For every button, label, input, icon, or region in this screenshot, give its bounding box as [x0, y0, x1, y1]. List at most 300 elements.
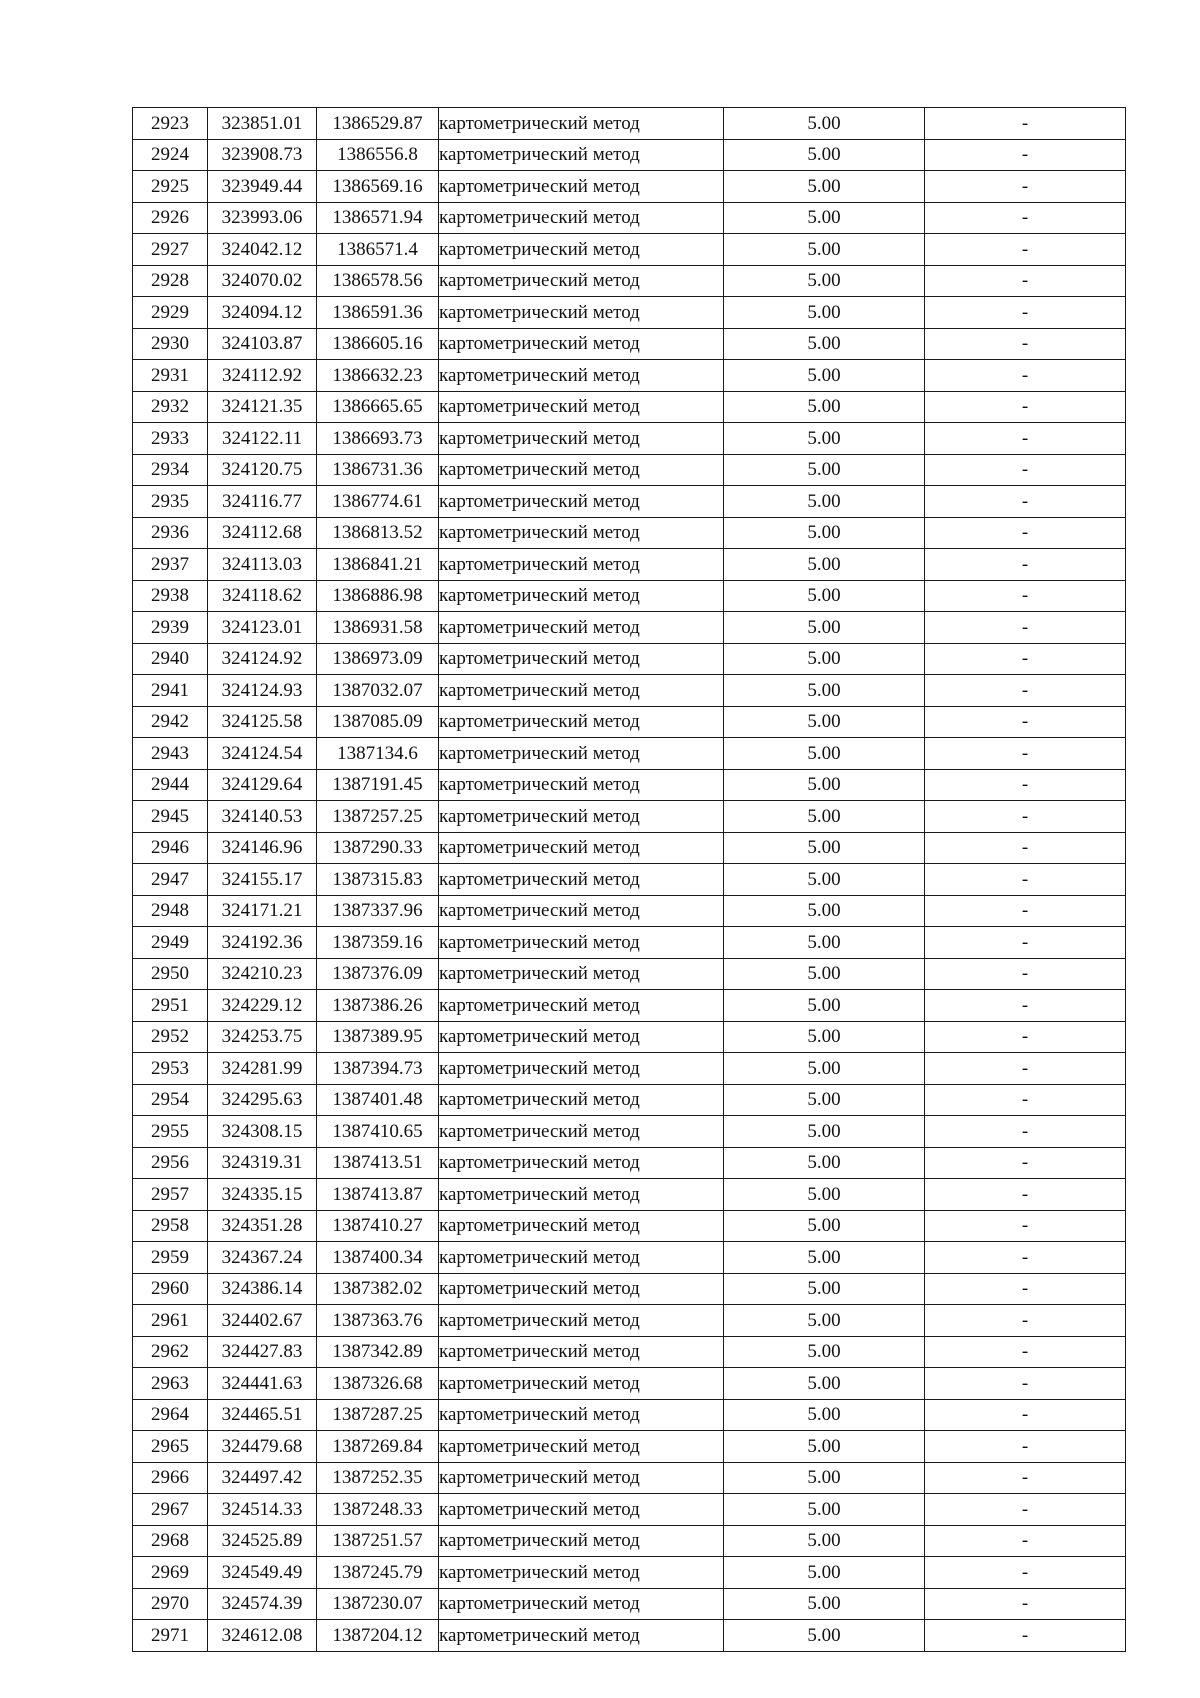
- y-coordinate-cell: 1387363.76: [317, 1305, 439, 1337]
- note-cell: -: [925, 1210, 1126, 1242]
- x-coordinate-cell: 324116.77: [208, 486, 317, 518]
- y-coordinate-cell: 1387342.89: [317, 1336, 439, 1368]
- method-cell: картометрический метод: [439, 927, 724, 959]
- accuracy-cell: 5.00: [724, 328, 925, 360]
- note-cell: -: [925, 1242, 1126, 1274]
- method-cell: картометрический метод: [439, 1116, 724, 1148]
- table-row: [133, 643, 1126, 675]
- note-cell: -: [925, 423, 1126, 455]
- y-coordinate-cell: 1386813.52: [317, 517, 439, 549]
- point-number-cell: 2967: [133, 1494, 208, 1526]
- accuracy-cell: 5.00: [724, 1053, 925, 1085]
- accuracy-cell: 5.00: [724, 360, 925, 392]
- method-cell: картометрический метод: [439, 738, 724, 770]
- x-coordinate-cell: 324118.62: [208, 580, 317, 612]
- x-coordinate-cell: 324112.92: [208, 360, 317, 392]
- note-cell: -: [925, 486, 1126, 518]
- accuracy-cell: 5.00: [724, 1588, 925, 1620]
- y-coordinate-cell: 1387386.26: [317, 990, 439, 1022]
- x-coordinate-cell: 324140.53: [208, 801, 317, 833]
- method-cell: картометрический метод: [439, 1273, 724, 1305]
- x-coordinate-cell: 324497.42: [208, 1462, 317, 1494]
- x-coordinate-cell: 324192.36: [208, 927, 317, 959]
- point-number-cell: 2943: [133, 738, 208, 770]
- note-cell: -: [925, 738, 1126, 770]
- table-row: [133, 297, 1126, 329]
- point-number-cell: 2932: [133, 391, 208, 423]
- method-cell: картометрический метод: [439, 958, 724, 990]
- table-row: [133, 171, 1126, 203]
- y-coordinate-cell: 1387245.79: [317, 1557, 439, 1589]
- x-coordinate-cell: 324146.96: [208, 832, 317, 864]
- y-coordinate-cell: 1387287.25: [317, 1399, 439, 1431]
- table-row: [133, 391, 1126, 423]
- accuracy-cell: 5.00: [724, 202, 925, 234]
- y-coordinate-cell: 1386774.61: [317, 486, 439, 518]
- x-coordinate-cell: 324295.63: [208, 1084, 317, 1116]
- point-number-cell: 2940: [133, 643, 208, 675]
- y-coordinate-cell: 1386632.23: [317, 360, 439, 392]
- accuracy-cell: 5.00: [724, 1368, 925, 1400]
- accuracy-cell: 5.00: [724, 1525, 925, 1557]
- x-coordinate-cell: 324427.83: [208, 1336, 317, 1368]
- note-cell: -: [925, 1494, 1126, 1526]
- x-coordinate-cell: 324113.03: [208, 549, 317, 581]
- accuracy-cell: 5.00: [724, 958, 925, 990]
- y-coordinate-cell: 1386571.94: [317, 202, 439, 234]
- y-coordinate-cell: 1387257.25: [317, 801, 439, 833]
- table-row: [133, 549, 1126, 581]
- x-coordinate-cell: 324070.02: [208, 265, 317, 297]
- x-coordinate-cell: 324514.33: [208, 1494, 317, 1526]
- table-row: [133, 675, 1126, 707]
- x-coordinate-cell: 324574.39: [208, 1588, 317, 1620]
- x-coordinate-cell: 324124.54: [208, 738, 317, 770]
- table-row: [133, 864, 1126, 896]
- x-coordinate-cell: 324319.31: [208, 1147, 317, 1179]
- accuracy-cell: 5.00: [724, 517, 925, 549]
- note-cell: -: [925, 990, 1126, 1022]
- x-coordinate-cell: 323908.73: [208, 139, 317, 171]
- method-cell: картометрический метод: [439, 1021, 724, 1053]
- point-number-cell: 2960: [133, 1273, 208, 1305]
- method-cell: картометрический метод: [439, 328, 724, 360]
- table-row: [133, 580, 1126, 612]
- accuracy-cell: 5.00: [724, 265, 925, 297]
- method-cell: картометрический метод: [439, 549, 724, 581]
- point-number-cell: 2964: [133, 1399, 208, 1431]
- point-number-cell: 2945: [133, 801, 208, 833]
- x-coordinate-cell: 324525.89: [208, 1525, 317, 1557]
- table-row: [133, 1557, 1126, 1589]
- y-coordinate-cell: 1387401.48: [317, 1084, 439, 1116]
- accuracy-cell: 5.00: [724, 1273, 925, 1305]
- table-row: [133, 1399, 1126, 1431]
- note-cell: -: [925, 1620, 1126, 1652]
- table-row: [133, 360, 1126, 392]
- point-number-cell: 2956: [133, 1147, 208, 1179]
- y-coordinate-cell: 1386931.58: [317, 612, 439, 644]
- table-row: [133, 1620, 1126, 1652]
- note-cell: -: [925, 265, 1126, 297]
- y-coordinate-cell: 1387191.45: [317, 769, 439, 801]
- point-number-cell: 2937: [133, 549, 208, 581]
- accuracy-cell: 5.00: [724, 234, 925, 266]
- y-coordinate-cell: 1387269.84: [317, 1431, 439, 1463]
- accuracy-cell: 5.00: [724, 1242, 925, 1274]
- point-number-cell: 2955: [133, 1116, 208, 1148]
- y-coordinate-cell: 1386841.21: [317, 549, 439, 581]
- y-coordinate-cell: 1386605.16: [317, 328, 439, 360]
- method-cell: картометрический метод: [439, 895, 724, 927]
- method-cell: картометрический метод: [439, 612, 724, 644]
- accuracy-cell: 5.00: [724, 832, 925, 864]
- table-row: [133, 1431, 1126, 1463]
- note-cell: -: [925, 675, 1126, 707]
- point-number-cell: 2961: [133, 1305, 208, 1337]
- method-cell: картометрический метод: [439, 832, 724, 864]
- point-number-cell: 2928: [133, 265, 208, 297]
- table-row: [133, 1525, 1126, 1557]
- x-coordinate-cell: 324386.14: [208, 1273, 317, 1305]
- note-cell: -: [925, 549, 1126, 581]
- accuracy-cell: 5.00: [724, 1147, 925, 1179]
- point-number-cell: 2962: [133, 1336, 208, 1368]
- point-number-cell: 2938: [133, 580, 208, 612]
- x-coordinate-cell: 324549.49: [208, 1557, 317, 1589]
- method-cell: картометрический метод: [439, 108, 724, 140]
- note-cell: -: [925, 1084, 1126, 1116]
- y-coordinate-cell: 1387326.68: [317, 1368, 439, 1400]
- note-cell: -: [925, 139, 1126, 171]
- table-row: [133, 801, 1126, 833]
- y-coordinate-cell: 1387032.07: [317, 675, 439, 707]
- note-cell: -: [925, 1116, 1126, 1148]
- table-row: [133, 1084, 1126, 1116]
- note-cell: -: [925, 895, 1126, 927]
- accuracy-cell: 5.00: [724, 1557, 925, 1589]
- note-cell: -: [925, 1557, 1126, 1589]
- accuracy-cell: 5.00: [724, 738, 925, 770]
- accuracy-cell: 5.00: [724, 675, 925, 707]
- y-coordinate-cell: 1387376.09: [317, 958, 439, 990]
- method-cell: картометрический метод: [439, 990, 724, 1022]
- x-coordinate-cell: 324612.08: [208, 1620, 317, 1652]
- point-number-cell: 2926: [133, 202, 208, 234]
- note-cell: -: [925, 1336, 1126, 1368]
- point-number-cell: 2952: [133, 1021, 208, 1053]
- point-number-cell: 2927: [133, 234, 208, 266]
- method-cell: картометрический метод: [439, 1053, 724, 1085]
- x-coordinate-cell: 324124.92: [208, 643, 317, 675]
- accuracy-cell: 5.00: [724, 927, 925, 959]
- method-cell: картометрический метод: [439, 1336, 724, 1368]
- method-cell: картометрический метод: [439, 801, 724, 833]
- y-coordinate-cell: 1387413.87: [317, 1179, 439, 1211]
- table-row: [133, 958, 1126, 990]
- note-cell: -: [925, 454, 1126, 486]
- x-coordinate-cell: 324335.15: [208, 1179, 317, 1211]
- table-row: [133, 1053, 1126, 1085]
- point-number-cell: 2931: [133, 360, 208, 392]
- method-cell: картометрический метод: [439, 265, 724, 297]
- point-number-cell: 2934: [133, 454, 208, 486]
- note-cell: -: [925, 1588, 1126, 1620]
- point-number-cell: 2958: [133, 1210, 208, 1242]
- point-number-cell: 2950: [133, 958, 208, 990]
- method-cell: картометрический метод: [439, 1305, 724, 1337]
- x-coordinate-cell: 324094.12: [208, 297, 317, 329]
- accuracy-cell: 5.00: [724, 1305, 925, 1337]
- x-coordinate-cell: 324229.12: [208, 990, 317, 1022]
- method-cell: картометрический метод: [439, 234, 724, 266]
- coordinates-table-body: [133, 108, 1126, 1652]
- table-row: [133, 108, 1126, 140]
- point-number-cell: 2935: [133, 486, 208, 518]
- y-coordinate-cell: 1386591.36: [317, 297, 439, 329]
- accuracy-cell: 5.00: [724, 1399, 925, 1431]
- table-row: [133, 139, 1126, 171]
- x-coordinate-cell: 324124.93: [208, 675, 317, 707]
- accuracy-cell: 5.00: [724, 1084, 925, 1116]
- table-row: [133, 1336, 1126, 1368]
- note-cell: -: [925, 864, 1126, 896]
- y-coordinate-cell: 1387382.02: [317, 1273, 439, 1305]
- method-cell: картометрический метод: [439, 864, 724, 896]
- accuracy-cell: 5.00: [724, 1021, 925, 1053]
- accuracy-cell: 5.00: [724, 1336, 925, 1368]
- accuracy-cell: 5.00: [724, 423, 925, 455]
- point-number-cell: 2923: [133, 108, 208, 140]
- method-cell: картометрический метод: [439, 769, 724, 801]
- y-coordinate-cell: 1387230.07: [317, 1588, 439, 1620]
- accuracy-cell: 5.00: [724, 801, 925, 833]
- x-coordinate-cell: 323993.06: [208, 202, 317, 234]
- x-coordinate-cell: 324155.17: [208, 864, 317, 896]
- accuracy-cell: 5.00: [724, 1620, 925, 1652]
- table-row: [133, 769, 1126, 801]
- y-coordinate-cell: 1387248.33: [317, 1494, 439, 1526]
- note-cell: -: [925, 1368, 1126, 1400]
- accuracy-cell: 5.00: [724, 895, 925, 927]
- accuracy-cell: 5.00: [724, 108, 925, 140]
- table-row: [133, 1273, 1126, 1305]
- table-row: [133, 1116, 1126, 1148]
- table-row: [133, 1494, 1126, 1526]
- method-cell: картометрический метод: [439, 202, 724, 234]
- y-coordinate-cell: 1386665.65: [317, 391, 439, 423]
- note-cell: -: [925, 706, 1126, 738]
- table-row: [133, 1147, 1126, 1179]
- y-coordinate-cell: 1387400.34: [317, 1242, 439, 1274]
- table-row: [133, 423, 1126, 455]
- point-number-cell: 2963: [133, 1368, 208, 1400]
- accuracy-cell: 5.00: [724, 864, 925, 896]
- note-cell: -: [925, 1021, 1126, 1053]
- method-cell: картометрический метод: [439, 1494, 724, 1526]
- accuracy-cell: 5.00: [724, 1210, 925, 1242]
- y-coordinate-cell: 1387389.95: [317, 1021, 439, 1053]
- point-number-cell: 2944: [133, 769, 208, 801]
- method-cell: картометрический метод: [439, 1431, 724, 1463]
- point-number-cell: 2957: [133, 1179, 208, 1211]
- note-cell: -: [925, 1179, 1126, 1211]
- method-cell: картометрический метод: [439, 423, 724, 455]
- x-coordinate-cell: 324308.15: [208, 1116, 317, 1148]
- x-coordinate-cell: 324125.58: [208, 706, 317, 738]
- note-cell: -: [925, 1273, 1126, 1305]
- method-cell: картометрический метод: [439, 1179, 724, 1211]
- note-cell: -: [925, 1431, 1126, 1463]
- y-coordinate-cell: 1387134.6: [317, 738, 439, 770]
- point-number-cell: 2930: [133, 328, 208, 360]
- x-coordinate-cell: 324367.24: [208, 1242, 317, 1274]
- x-coordinate-cell: 324042.12: [208, 234, 317, 266]
- x-coordinate-cell: 323949.44: [208, 171, 317, 203]
- point-number-cell: 2959: [133, 1242, 208, 1274]
- method-cell: картометрический метод: [439, 360, 724, 392]
- x-coordinate-cell: 324103.87: [208, 328, 317, 360]
- y-coordinate-cell: 1386578.56: [317, 265, 439, 297]
- table-row: [133, 990, 1126, 1022]
- point-number-cell: 2965: [133, 1431, 208, 1463]
- point-number-cell: 2966: [133, 1462, 208, 1494]
- method-cell: картометрический метод: [439, 139, 724, 171]
- note-cell: -: [925, 297, 1126, 329]
- point-number-cell: 2933: [133, 423, 208, 455]
- accuracy-cell: 5.00: [724, 297, 925, 329]
- note-cell: -: [925, 1462, 1126, 1494]
- y-coordinate-cell: 1387410.27: [317, 1210, 439, 1242]
- method-cell: картометрический метод: [439, 454, 724, 486]
- method-cell: картометрический метод: [439, 580, 724, 612]
- method-cell: картометрический метод: [439, 1588, 724, 1620]
- table-row: [133, 328, 1126, 360]
- note-cell: -: [925, 202, 1126, 234]
- accuracy-cell: 5.00: [724, 391, 925, 423]
- y-coordinate-cell: 1387337.96: [317, 895, 439, 927]
- accuracy-cell: 5.00: [724, 171, 925, 203]
- accuracy-cell: 5.00: [724, 706, 925, 738]
- y-coordinate-cell: 1387085.09: [317, 706, 439, 738]
- x-coordinate-cell: 324281.99: [208, 1053, 317, 1085]
- x-coordinate-cell: 324122.11: [208, 423, 317, 455]
- y-coordinate-cell: 1387251.57: [317, 1525, 439, 1557]
- table-row: [133, 612, 1126, 644]
- y-coordinate-cell: 1387204.12: [317, 1620, 439, 1652]
- table-row: [133, 1242, 1126, 1274]
- method-cell: картометрический метод: [439, 706, 724, 738]
- y-coordinate-cell: 1387410.65: [317, 1116, 439, 1148]
- accuracy-cell: 5.00: [724, 139, 925, 171]
- x-coordinate-cell: 324120.75: [208, 454, 317, 486]
- point-number-cell: 2970: [133, 1588, 208, 1620]
- accuracy-cell: 5.00: [724, 454, 925, 486]
- accuracy-cell: 5.00: [724, 486, 925, 518]
- note-cell: -: [925, 108, 1126, 140]
- point-number-cell: 2946: [133, 832, 208, 864]
- accuracy-cell: 5.00: [724, 990, 925, 1022]
- method-cell: картометрический метод: [439, 517, 724, 549]
- y-coordinate-cell: 1387290.33: [317, 832, 439, 864]
- point-number-cell: 2939: [133, 612, 208, 644]
- note-cell: -: [925, 927, 1126, 959]
- table-row: [133, 1368, 1126, 1400]
- accuracy-cell: 5.00: [724, 1462, 925, 1494]
- y-coordinate-cell: 1386973.09: [317, 643, 439, 675]
- x-coordinate-cell: 324123.01: [208, 612, 317, 644]
- table-row: [133, 832, 1126, 864]
- method-cell: картометрический метод: [439, 1399, 724, 1431]
- y-coordinate-cell: 1387252.35: [317, 1462, 439, 1494]
- table-row: [133, 1021, 1126, 1053]
- table-row: [133, 738, 1126, 770]
- accuracy-cell: 5.00: [724, 1116, 925, 1148]
- x-coordinate-cell: 324479.68: [208, 1431, 317, 1463]
- note-cell: -: [925, 958, 1126, 990]
- note-cell: -: [925, 612, 1126, 644]
- table-row: [133, 234, 1126, 266]
- method-cell: картометрический метод: [439, 1525, 724, 1557]
- accuracy-cell: 5.00: [724, 1494, 925, 1526]
- table-row: [133, 895, 1126, 927]
- x-coordinate-cell: 324465.51: [208, 1399, 317, 1431]
- method-cell: картометрический метод: [439, 1242, 724, 1274]
- y-coordinate-cell: 1386556.8: [317, 139, 439, 171]
- y-coordinate-cell: 1387359.16: [317, 927, 439, 959]
- x-coordinate-cell: 324402.67: [208, 1305, 317, 1337]
- x-coordinate-cell: 323851.01: [208, 108, 317, 140]
- note-cell: -: [925, 171, 1126, 203]
- method-cell: картометрический метод: [439, 643, 724, 675]
- note-cell: -: [925, 580, 1126, 612]
- x-coordinate-cell: 324171.21: [208, 895, 317, 927]
- x-coordinate-cell: 324210.23: [208, 958, 317, 990]
- point-number-cell: 2971: [133, 1620, 208, 1652]
- method-cell: картометрический метод: [439, 1210, 724, 1242]
- accuracy-cell: 5.00: [724, 580, 925, 612]
- note-cell: -: [925, 360, 1126, 392]
- table-row: [133, 486, 1126, 518]
- y-coordinate-cell: 1387394.73: [317, 1053, 439, 1085]
- point-number-cell: 2936: [133, 517, 208, 549]
- table-row: [133, 706, 1126, 738]
- x-coordinate-cell: 324112.68: [208, 517, 317, 549]
- table-row: [133, 1210, 1126, 1242]
- table-row: [133, 517, 1126, 549]
- method-cell: картометрический метод: [439, 486, 724, 518]
- note-cell: -: [925, 391, 1126, 423]
- accuracy-cell: 5.00: [724, 769, 925, 801]
- y-coordinate-cell: 1386886.98: [317, 580, 439, 612]
- method-cell: картометрический метод: [439, 171, 724, 203]
- table-row: [133, 1588, 1126, 1620]
- method-cell: картометрический метод: [439, 391, 724, 423]
- table-row: [133, 265, 1126, 297]
- y-coordinate-cell: 1386569.16: [317, 171, 439, 203]
- note-cell: -: [925, 1399, 1126, 1431]
- table-row: [133, 1179, 1126, 1211]
- table-row: [133, 927, 1126, 959]
- point-number-cell: 2968: [133, 1525, 208, 1557]
- note-cell: -: [925, 643, 1126, 675]
- point-number-cell: 2969: [133, 1557, 208, 1589]
- y-coordinate-cell: 1387315.83: [317, 864, 439, 896]
- method-cell: картометрический метод: [439, 1368, 724, 1400]
- accuracy-cell: 5.00: [724, 1431, 925, 1463]
- y-coordinate-cell: 1387413.51: [317, 1147, 439, 1179]
- accuracy-cell: 5.00: [724, 1179, 925, 1211]
